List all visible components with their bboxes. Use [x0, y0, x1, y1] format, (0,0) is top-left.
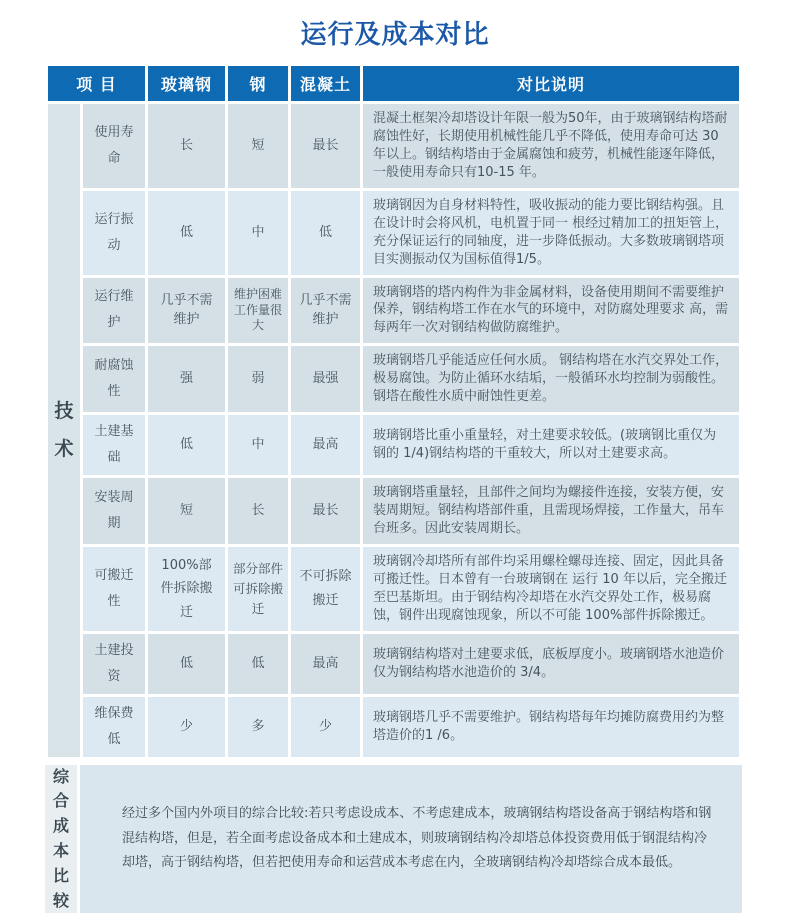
comparison-note: 玻璃钢因为自身材料特性，吸收振动的能力要比钢结构强。且在设计时会将风机，电机置于同一 根经过精加工的扭矩管上，充分保证运行的同轴度，进一步降低振动。大多数玻璃钢塔项目实测振动仅为国标值得1/5。 [363, 191, 739, 275]
comparison-note: 玻璃钢塔的塔内构件为非金属材料，设备使用期间不需要维护保养，钢结构塔工作在水气的环境中，对防腐处理要求 高，需每两年一次对钢结构做防腐维护。 [363, 278, 739, 344]
summary-body [80, 765, 742, 913]
comparison-table [45, 63, 742, 760]
row-label: 可搬迁性 [83, 547, 145, 631]
steel-value: 低 [228, 634, 288, 694]
frp-value: 低 [148, 415, 225, 475]
concrete-value: 最高 [291, 415, 360, 475]
steel-value: 部分部件可拆除搬迁 [228, 547, 288, 631]
concrete-value: 最长 [291, 104, 360, 188]
frp-value: 低 [148, 634, 225, 694]
row-label: 土建投资 [83, 634, 145, 694]
row-label: 土建基础 [83, 415, 145, 475]
header-steel: 钢 [228, 66, 288, 101]
comparison-note: 混凝土框架冷却塔设计年限一般为50年，由于玻璃钢结构塔耐腐蚀性好，长期使用机械性能几乎不降低，使用寿命可达 30 年以上。钢结构塔由于金属腐蚀和疲劳，机械性能逐年降低，一般使用寿命只有10-15 年。 [363, 104, 739, 188]
steel-value: 长 [228, 478, 288, 544]
header-item: 项 目 [48, 66, 145, 101]
row-label: 维保费低 [83, 697, 145, 757]
table-row [48, 415, 739, 475]
steel-value: 短 [228, 104, 288, 188]
frp-value: 几乎不需维护 [148, 278, 225, 344]
table-row [48, 634, 739, 694]
comparison-note: 玻璃钢塔几乎不需要维护。钢结构塔每年均摊防腐费用约为整塔造价的1 /6。 [363, 697, 739, 757]
page-title: 运行及成本对比 [300, 20, 490, 50]
frp-value: 长 [148, 104, 225, 188]
row-label: 运行维护 [83, 278, 145, 344]
header-frp: 玻璃钢 [148, 66, 225, 101]
concrete-value: 最强 [291, 346, 360, 412]
frp-value: 少 [148, 697, 225, 757]
header-concrete: 混凝土 [291, 66, 360, 101]
steel-value: 多 [228, 697, 288, 757]
concrete-value: 少 [291, 697, 360, 757]
concrete-value: 最长 [291, 478, 360, 544]
comparison-note: 玻璃钢结构塔对土建要求低，底板厚度小。玻璃钢塔水池造价仅为钢结构塔水池造价的 3/4。 [363, 634, 739, 694]
frp-value: 短 [148, 478, 225, 544]
summary-section [45, 765, 742, 913]
frp-value: 低 [148, 191, 225, 275]
header-comparison: 对比说明 [363, 66, 739, 101]
summary-label-cell [45, 765, 77, 913]
comparison-note: 玻璃钢塔几乎能适应任何水质。 钢结构塔在水汽交界处工作，极易腐蚀。为防止循环水结垢，一般循环水均控制为弱酸性。钢塔在酸性水质中耐蚀性更差。 [363, 346, 739, 412]
frp-value: 100%部件拆除搬迁 [148, 547, 225, 631]
table-row [48, 697, 739, 757]
comparison-note: 玻璃钢冷却塔所有部件均采用螺栓螺母连接、固定，因此具备可搬迁性。日本曾有一台玻璃钢在 运行 10 年以后，完全搬迁至巴基斯坦。由于钢结构冷却塔在水汽交界处工作，极易腐蚀，钢件出现腐蚀现象，所以不可能 100%部件拆除搬迁。 [363, 547, 739, 631]
steel-value: 弱 [228, 346, 288, 412]
concrete-value: 最高 [291, 634, 360, 694]
concrete-value: 低 [291, 191, 360, 275]
section-label-tech [48, 104, 80, 757]
steel-value: 中 [228, 415, 288, 475]
concrete-value: 不可拆除搬迁 [291, 547, 360, 631]
table-row [48, 191, 739, 275]
row-label: 耐腐蚀性 [83, 346, 145, 412]
table-row [48, 278, 739, 344]
table-row [48, 346, 739, 412]
summary-text: 经过多个国内外项目的综合比较:若只考虑设成本、不考虑建成本，玻璃钢结构塔设备高于钢结构塔和钢混结构塔，但是，若全面考虑设备成本和土建成本，则玻璃钢结构冷却塔总体投资费用低于钢混结构冷却塔，高于钢结构塔，但若把使用寿命和运营成本考虑在内，全玻璃钢结构冷却塔综合成本最低。 [122, 806, 712, 871]
table-header-row [48, 66, 739, 101]
row-label: 安装周期 [83, 478, 145, 544]
comparison-note: 玻璃钢塔比重小重量轻，对土建要求较低。(玻璃钢比重仅为钢的 1/4)钢结构塔的干重较大，所以对土建要求高。 [363, 415, 739, 475]
concrete-value: 几乎不需维护 [291, 278, 360, 344]
comparison-note: 玻璃钢塔重量轻，且部件之间均为螺接件连接，安装方便，安装周期短。钢结构塔部件重，且需现场焊接，工作量大，吊车台班多。因此安装周期长。 [363, 478, 739, 544]
summary-vertical-label: 综合成本比较 [52, 766, 69, 910]
table-row [48, 478, 739, 544]
frp-value: 强 [148, 346, 225, 412]
tech-vertical-label: 技术 [54, 400, 74, 461]
table-row [48, 104, 739, 188]
row-label: 使用寿命 [83, 104, 145, 188]
table-row [48, 547, 739, 631]
row-label: 运行振动 [83, 191, 145, 275]
steel-value: 中 [228, 191, 288, 275]
steel-value: 维护困难工作量很大 [228, 278, 288, 344]
